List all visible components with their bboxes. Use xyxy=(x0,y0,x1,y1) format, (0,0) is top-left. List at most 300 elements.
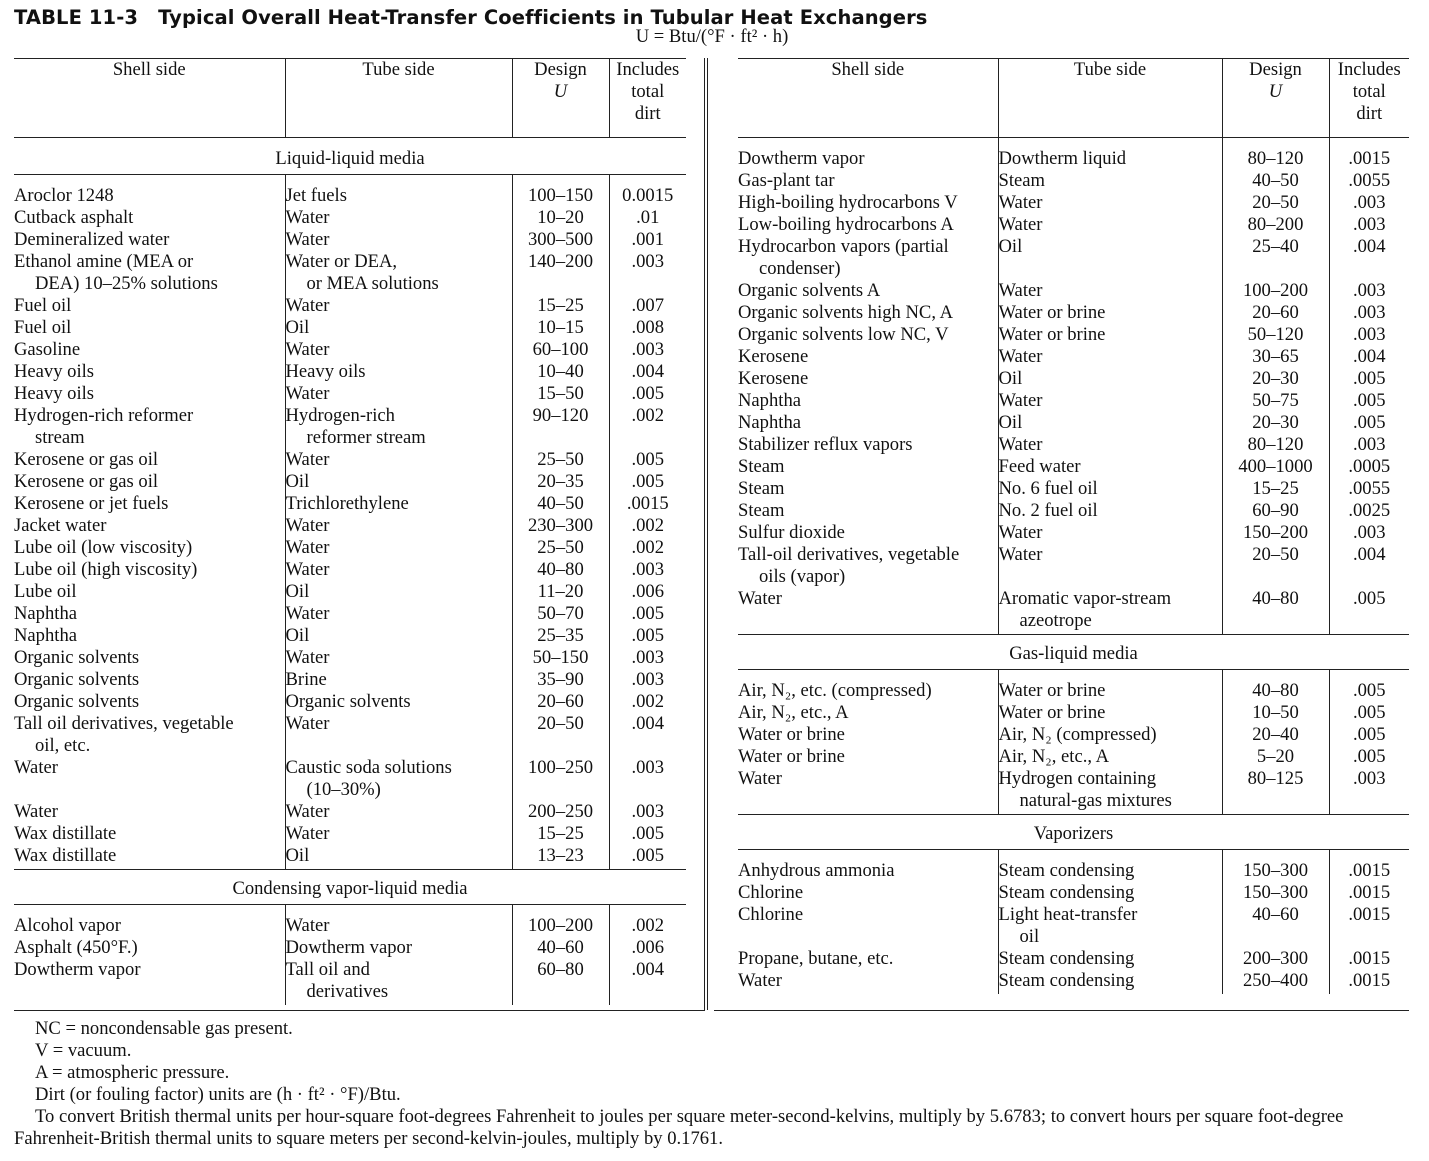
design-u-cell: 20–60 xyxy=(1222,302,1329,324)
design-u-cell: 15–25 xyxy=(1222,478,1329,500)
table-row xyxy=(14,361,686,383)
cell-line: Light heat-transfer xyxy=(998,904,1138,925)
tube-side-cell xyxy=(998,522,1222,544)
cell-line: Naphtha xyxy=(738,412,801,433)
dirt-cell: .007 xyxy=(631,295,665,316)
cell-line: azeotrope xyxy=(1019,610,1092,631)
section-header xyxy=(738,635,1409,670)
table-row xyxy=(14,295,686,317)
table-row xyxy=(738,522,1409,544)
title-block xyxy=(14,6,1410,46)
cell-line: Oil xyxy=(998,412,1023,433)
dirt-cell: .004 xyxy=(631,361,665,382)
cell-line: Water xyxy=(738,970,782,991)
table-row xyxy=(738,280,1409,302)
section-title: Condensing vapor-liquid media xyxy=(14,870,686,905)
cell-line: Aroclor 1248 xyxy=(14,185,114,206)
cell-line: Organic solvents xyxy=(285,691,411,712)
cell-line: Feed water xyxy=(998,456,1081,477)
dirt-cell: .003 xyxy=(631,669,665,690)
cell-line: Heavy oils xyxy=(14,383,95,404)
table-row xyxy=(738,948,1409,970)
cell-line: Steam xyxy=(998,170,1045,191)
tube-side-cell xyxy=(285,823,512,845)
tube-side-cell xyxy=(998,768,1222,812)
cell-line: Oil xyxy=(998,368,1023,389)
shell-side-cell xyxy=(738,882,998,904)
tube-side-cell xyxy=(285,251,512,295)
shell-side-cell xyxy=(14,317,285,339)
dirt-cell: .005 xyxy=(631,449,665,470)
tube-side-cell xyxy=(998,904,1222,948)
shell-side-cell xyxy=(14,449,285,471)
cell-line: Tall-oil derivatives, vegetable xyxy=(738,544,960,565)
design-u-cell: 40–60 xyxy=(512,937,609,959)
cell-line: Demineralized water xyxy=(14,229,170,250)
dirt-cell: .003 xyxy=(1352,522,1386,543)
table-row xyxy=(14,581,686,603)
design-u-cell: 100–200 xyxy=(512,905,609,938)
tube-side-cell xyxy=(998,236,1222,280)
tube-side-cell xyxy=(998,702,1222,724)
table-row xyxy=(14,937,686,959)
shell-side-cell xyxy=(14,691,285,713)
dirt-cell: .002 xyxy=(631,405,665,426)
design-u-cell: 80–120 xyxy=(1222,434,1329,456)
cell-line: Water xyxy=(998,346,1043,367)
table-row xyxy=(738,456,1409,478)
shell-side-cell xyxy=(738,702,998,724)
table-row xyxy=(14,515,686,537)
cell-line: Lube oil (high viscosity) xyxy=(14,559,198,580)
table-row xyxy=(14,559,686,581)
design-u-cell: 20–50 xyxy=(1222,544,1329,588)
shell-side-cell xyxy=(14,713,285,757)
shell-side-cell xyxy=(738,746,998,768)
footnote-dirt-units: Dirt (or fouling factor) units are (h · ft² · °F)/Btu. xyxy=(35,1084,401,1105)
cell-line: Steam xyxy=(738,500,785,521)
tube-side-cell xyxy=(998,850,1222,883)
design-u-cell: 10–50 xyxy=(1222,702,1329,724)
units-caption: U = Btu/(°F · ft² · h) xyxy=(635,26,789,47)
cell-line: Steam condensing xyxy=(998,970,1135,991)
design-u-cell: 20–60 xyxy=(512,691,609,713)
cell-line: Air, N₂, etc., A xyxy=(738,702,849,723)
table-row xyxy=(14,317,686,339)
table-row xyxy=(738,544,1409,588)
design-u-cell: 100–200 xyxy=(1222,280,1329,302)
table-row xyxy=(14,823,686,845)
table-row xyxy=(738,368,1409,390)
dirt-cell: .003 xyxy=(631,801,665,822)
cell-line: Gasoline xyxy=(14,339,81,360)
left-table xyxy=(14,58,686,1005)
shell-side-cell xyxy=(14,207,285,229)
table-row xyxy=(738,236,1409,280)
design-u-cell: 40–60 xyxy=(1222,904,1329,948)
cell-line: Jacket water xyxy=(14,515,107,536)
table-row xyxy=(738,904,1409,948)
shell-side-cell xyxy=(14,937,285,959)
dirt-cell: .003 xyxy=(631,757,665,778)
shell-side-cell xyxy=(14,175,285,208)
section-title: Liquid-liquid media xyxy=(14,138,686,175)
table-row xyxy=(738,170,1409,192)
shell-side-cell xyxy=(14,581,285,603)
cell-line: Fuel oil xyxy=(14,295,72,316)
dirt-cell: .003 xyxy=(1352,302,1386,323)
design-u-cell: 20–50 xyxy=(1222,192,1329,214)
table-row xyxy=(14,471,686,493)
footnotes xyxy=(14,1018,1410,1150)
shell-side-cell xyxy=(738,588,998,632)
table-row xyxy=(738,412,1409,434)
dirt-cell: .005 xyxy=(1352,368,1386,389)
table-row xyxy=(738,214,1409,236)
dirt-header: Includes total dirt xyxy=(1329,59,1409,138)
dirt-cell: .005 xyxy=(631,383,665,404)
cell-line: Dowtherm vapor xyxy=(14,959,141,980)
design-u-cell: 15–25 xyxy=(512,823,609,845)
footnote-a: A = atmospheric pressure. xyxy=(35,1062,230,1083)
tube-side-cell xyxy=(285,207,512,229)
tube-side-cell xyxy=(998,456,1222,478)
dirt-cell: .003 xyxy=(1352,324,1386,345)
design-u-cell: 50–75 xyxy=(1222,390,1329,412)
design-u-cell: 200–250 xyxy=(512,801,609,823)
table-row xyxy=(738,346,1409,368)
cell-line: Alcohol vapor xyxy=(14,915,121,936)
tube-side-cell xyxy=(285,493,512,515)
cell-line: Stabilizer reflux vapors xyxy=(738,434,913,455)
shell-side-cell xyxy=(14,959,285,1003)
cell-line: Air, N₂ (compressed) xyxy=(998,724,1157,745)
design-u-cell: 5–20 xyxy=(1222,746,1329,768)
design-u-cell: 20–30 xyxy=(1222,368,1329,390)
table-row xyxy=(14,229,686,251)
cell-line: Brine xyxy=(285,669,327,690)
cell-line: Water or DEA, xyxy=(285,251,398,272)
shell-side-cell xyxy=(14,845,285,867)
design-u-cell: 25–35 xyxy=(512,625,609,647)
design-u-cell: 90–120 xyxy=(512,405,609,449)
right-table xyxy=(738,58,1409,994)
tube-side-header: Tube side xyxy=(998,59,1222,138)
cell-line: No. 2 fuel oil xyxy=(998,500,1098,521)
tube-side-cell xyxy=(998,970,1222,992)
cell-line: Wax distillate xyxy=(14,823,117,844)
design-u-cell: 10–40 xyxy=(512,361,609,383)
design-u-cell: 20–40 xyxy=(1222,724,1329,746)
shell-side-cell xyxy=(14,339,285,361)
table-row xyxy=(738,324,1409,346)
cell-line: or MEA solutions xyxy=(306,273,439,294)
tube-side-cell xyxy=(285,845,512,867)
cell-line: Water xyxy=(285,229,330,250)
cell-line: Water xyxy=(998,192,1043,213)
shell-side-header: Shell side xyxy=(738,59,998,138)
shell-side-cell xyxy=(738,138,998,171)
table-number: TABLE 11-3 xyxy=(14,6,139,29)
tube-side-cell xyxy=(998,390,1222,412)
cell-line: Water or brine xyxy=(998,702,1106,723)
dirt-cell: .004 xyxy=(1352,544,1386,565)
table-row xyxy=(738,882,1409,904)
design-u-cell: 20–35 xyxy=(512,471,609,493)
table-row xyxy=(14,757,686,801)
cell-line: stream xyxy=(35,427,85,448)
cell-line: Water xyxy=(285,713,330,734)
design-u-cell: 60–80 xyxy=(512,959,609,1003)
cell-line: Organic solvents xyxy=(14,691,140,712)
cell-line: Water xyxy=(285,537,330,558)
table-row xyxy=(14,691,686,713)
cell-line: Water or brine xyxy=(738,724,845,745)
tube-side-cell xyxy=(998,412,1222,434)
table-row xyxy=(738,478,1409,500)
dirt-cell: .006 xyxy=(631,581,665,602)
table-row xyxy=(738,390,1409,412)
cell-line: Water xyxy=(738,588,782,609)
table-row xyxy=(738,138,1409,171)
cell-line: Water xyxy=(998,390,1043,411)
cell-line: Gas-plant tar xyxy=(738,170,835,191)
shell-side-cell xyxy=(14,405,285,449)
table-row xyxy=(14,801,686,823)
design-u-cell: 300–500 xyxy=(512,229,609,251)
shell-side-cell xyxy=(14,823,285,845)
dirt-cell: .003 xyxy=(1352,768,1386,789)
cell-line: Hydrogen-rich xyxy=(285,405,395,426)
shell-side-cell xyxy=(738,522,998,544)
tube-side-cell xyxy=(285,603,512,625)
dirt-cell: .003 xyxy=(1352,192,1386,213)
cell-line: Ethanol amine (MEA or xyxy=(14,251,194,272)
shell-side-cell xyxy=(14,361,285,383)
table-row xyxy=(14,603,686,625)
dirt-cell: .003 xyxy=(1352,280,1386,301)
cell-line: oil, etc. xyxy=(35,735,91,756)
design-u-cell: 250–400 xyxy=(1222,970,1329,992)
design-u-cell: 40–50 xyxy=(512,493,609,515)
table-row xyxy=(14,625,686,647)
dirt-cell: .005 xyxy=(1352,390,1386,411)
dirt-header: Includes total dirt xyxy=(609,59,686,138)
cell-line: Water xyxy=(285,339,330,360)
design-u-cell: 200–300 xyxy=(1222,948,1329,970)
table-row xyxy=(14,713,686,757)
tube-side-cell xyxy=(285,801,512,823)
left-panel xyxy=(14,58,686,1005)
cell-line: Steam xyxy=(738,478,785,499)
cell-line: Air, N₂, etc. (compressed) xyxy=(738,680,932,701)
cell-line: Air, N₂, etc., A xyxy=(998,746,1110,767)
section-title: Gas-liquid media xyxy=(738,635,1409,670)
shell-side-cell xyxy=(738,434,998,456)
tube-side-cell xyxy=(285,757,512,801)
cell-line: natural-gas mixtures xyxy=(1019,790,1172,811)
table-row xyxy=(14,251,686,295)
table-row xyxy=(14,339,686,361)
cell-line: Kerosene or jet fuels xyxy=(14,493,169,514)
cell-line: Tall oil derivatives, vegetable xyxy=(14,713,234,734)
table-row xyxy=(14,537,686,559)
spacer-cell xyxy=(14,1003,285,1005)
shell-side-cell xyxy=(14,757,285,801)
tube-side-cell xyxy=(998,500,1222,522)
cell-line: Water or brine xyxy=(998,680,1106,701)
tube-side-cell xyxy=(998,478,1222,500)
cell-line: Aromatic vapor-stream xyxy=(998,588,1172,609)
shell-side-cell xyxy=(14,537,285,559)
shell-side-cell xyxy=(14,603,285,625)
table-row xyxy=(738,746,1409,768)
shell-side-cell xyxy=(14,383,285,405)
cell-line: Water xyxy=(285,915,330,936)
shell-side-cell xyxy=(738,302,998,324)
design-u-cell: 15–25 xyxy=(512,295,609,317)
design-u-cell: 60–100 xyxy=(512,339,609,361)
shell-side-cell xyxy=(738,724,998,746)
tube-side-cell xyxy=(285,691,512,713)
tube-side-cell xyxy=(285,175,512,208)
cell-line: Heavy oils xyxy=(14,361,95,382)
tube-side-cell xyxy=(285,229,512,251)
shell-side-cell xyxy=(738,170,998,192)
dirt-cell: .002 xyxy=(631,537,665,558)
shell-side-cell xyxy=(14,559,285,581)
tube-side-cell xyxy=(285,959,512,1003)
cell-line: Water xyxy=(14,757,58,778)
tube-side-cell xyxy=(285,625,512,647)
tube-side-cell xyxy=(285,581,512,603)
cell-line: Water xyxy=(285,603,330,624)
cell-line: Water xyxy=(738,768,782,789)
cell-line: Naphtha xyxy=(14,625,77,646)
dirt-cell: .0015 xyxy=(1348,882,1391,903)
tube-side-cell xyxy=(285,471,512,493)
shell-side-cell xyxy=(14,515,285,537)
bottom-rule-right xyxy=(714,1010,1409,1011)
design-u-cell: 50–120 xyxy=(1222,324,1329,346)
section-spacer xyxy=(14,1003,686,1005)
cell-line: Water xyxy=(998,214,1043,235)
cell-line: Steam condensing xyxy=(998,948,1135,969)
cell-line: DEA) 10–25% solutions xyxy=(35,273,218,294)
dirt-cell: .005 xyxy=(1352,412,1386,433)
cell-line: Trichlorethylene xyxy=(285,493,409,514)
cell-line: Water or brine xyxy=(998,302,1106,323)
cell-line: Kerosene xyxy=(738,346,809,367)
table-row xyxy=(14,175,686,208)
design-u-cell: 80–125 xyxy=(1222,768,1329,812)
shell-side-cell xyxy=(738,324,998,346)
dirt-cell: .005 xyxy=(631,823,665,844)
shell-side-cell xyxy=(14,905,285,938)
table-row xyxy=(14,405,686,449)
cell-line: Dowtherm vapor xyxy=(738,148,865,169)
tube-side-cell xyxy=(998,670,1222,703)
table-row xyxy=(738,970,1409,992)
shell-side-cell xyxy=(738,904,998,948)
cell-line: Water or brine xyxy=(738,746,845,767)
dirt-cell: .0015 xyxy=(1348,970,1391,991)
design-u-cell: 40–80 xyxy=(1222,670,1329,703)
shell-side-cell xyxy=(738,670,998,703)
tube-side-cell xyxy=(998,324,1222,346)
shell-side-cell xyxy=(738,948,998,970)
cell-line: Dowtherm liquid xyxy=(998,148,1127,169)
table-row xyxy=(14,493,686,515)
table-row xyxy=(14,669,686,691)
table-row xyxy=(738,192,1409,214)
design-u-cell: 20–30 xyxy=(1222,412,1329,434)
cell-line: Low-boiling hydrocarbons A xyxy=(738,214,954,235)
cell-line: Water xyxy=(998,522,1043,543)
cell-line: Cutback asphalt xyxy=(14,207,134,228)
dirt-cell: .005 xyxy=(631,603,665,624)
cell-line: Water xyxy=(285,383,330,404)
spacer-cell xyxy=(1329,992,1409,994)
cell-line: Dowtherm vapor xyxy=(285,937,413,958)
cell-line: Wax distillate xyxy=(14,845,117,866)
cell-line: Water xyxy=(998,544,1043,565)
design-u-cell: 150–300 xyxy=(1222,850,1329,883)
cell-line: Caustic soda solutions xyxy=(285,757,452,778)
footnote-conversion: To convert British thermal units per hour-square foot-degrees Fahrenheit to joules per square meter-second-kelvins, multiply by 5.6783; to convert hours per square foot-degree Fahrenheit-British thermal units to square meters per second-kelvin-joules, multiply by 0.1761. xyxy=(14,1106,1344,1149)
design-u-cell: 100–150 xyxy=(512,175,609,208)
shell-side-cell xyxy=(14,625,285,647)
section-title: Vaporizers xyxy=(738,815,1409,850)
bottom-rule-left xyxy=(14,1010,705,1011)
dirt-cell: .003 xyxy=(631,647,665,668)
cell-line: Oil xyxy=(285,845,310,866)
design-u-cell: 25–50 xyxy=(512,449,609,471)
cell-line: Oil xyxy=(998,236,1023,257)
cell-line: Chlorine xyxy=(738,882,804,903)
dirt-cell: .01 xyxy=(636,207,660,228)
shell-side-cell xyxy=(738,192,998,214)
dirt-cell: .0055 xyxy=(1348,478,1391,499)
table-row xyxy=(738,724,1409,746)
dirt-cell: .002 xyxy=(631,915,665,936)
table-row xyxy=(738,588,1409,632)
tube-side-cell xyxy=(285,937,512,959)
dirt-cell: .0025 xyxy=(1348,500,1391,521)
tube-side-cell xyxy=(285,361,512,383)
tube-side-cell xyxy=(285,559,512,581)
design-u-cell: 100–250 xyxy=(512,757,609,801)
design-u-cell: 80–200 xyxy=(1222,214,1329,236)
spacer-cell xyxy=(738,992,998,994)
design-u-cell: 80–120 xyxy=(1222,138,1329,171)
cell-line: No. 6 fuel oil xyxy=(998,478,1098,499)
tube-side-cell xyxy=(285,317,512,339)
cell-line: Water xyxy=(285,801,330,822)
spacer-cell xyxy=(609,1003,686,1005)
dirt-cell: .004 xyxy=(631,713,665,734)
design-u-cell: 15–50 xyxy=(512,383,609,405)
dirt-cell: 0.0015 xyxy=(622,185,674,206)
section-header xyxy=(14,138,686,175)
cell-line: Kerosene or gas oil xyxy=(14,471,159,492)
cell-line: Oil xyxy=(285,471,310,492)
cell-line: Organic solvents low NC, V xyxy=(738,324,949,345)
design-u-cell: 25–40 xyxy=(1222,236,1329,280)
dirt-cell: .005 xyxy=(1352,746,1386,767)
design-u-cell: 10–20 xyxy=(512,207,609,229)
tube-side-cell xyxy=(285,905,512,938)
